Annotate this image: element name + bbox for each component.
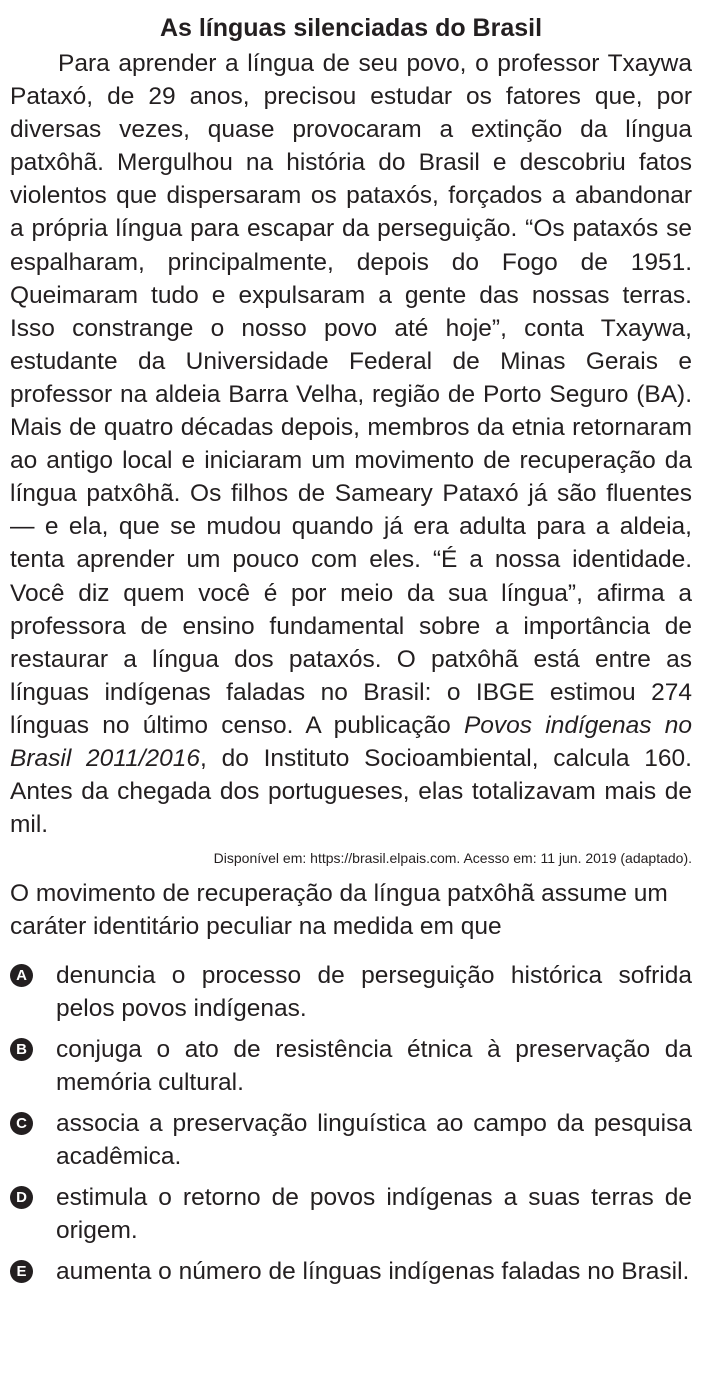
option-letter-badge: D: [10, 1186, 33, 1209]
option-e[interactable]: [10, 1255, 692, 1288]
option-text: conjuga o ato de resistência étnica à preservação da memória cultural.: [56, 1036, 692, 1097]
question-stem: O movimento de recuperação da língua patxôhã assume um caráter identitário peculiar na medida em que: [10, 880, 668, 941]
article-italic-publication: Povos indígenas no Brasil 2011/2016: [10, 711, 692, 772]
option-text: aumenta o número de línguas indígenas faladas no Brasil.: [56, 1258, 690, 1286]
option-c[interactable]: [10, 1107, 692, 1173]
article-text-part2: , do Instituto Socioambiental, calcula 160. Antes da chegada dos portugueses, elas totalizavam mais de mil.: [10, 744, 692, 839]
option-letter-badge: A: [10, 964, 33, 987]
answer-options: [10, 959, 692, 1288]
option-letter-badge: B: [10, 1038, 33, 1061]
option-d[interactable]: [10, 1181, 692, 1247]
article-text-part1: Para aprender a língua de seu povo, o professor Txaywa Pataxó, de 29 anos, precisou estudar os fatores que, por diversas vezes, quase provocaram a extinção da língua patxôhã. Mergulhou na história do Brasil e descobriu fatos violentos que dispersaram os pataxós, forçados a abandonar a própria língua para escapar da perseguição. “Os pataxós se espalharam, principalmente, depois do Fogo de 1951. Queimaram tudo e expulsaram a gente das nossas terras. Isso constrange o nosso povo até hoje”, conta Txaywa, estudante da Universidade Federal de Minas Gerais e professor na aldeia Barra Velha, região de Porto Seguro (BA). Mais de quatro décadas depois, membros da etnia retornaram ao antigo local e iniciaram um movimento de recuperação da língua patxôhã. Os filhos de Sameary Pataxó já são fluentes — e ela, que se mudou quando já era adulta para a aldeia, tenta aprender um pouco com eles. “É a nossa identidade. Você diz quem você é por meio da sua língua”, afirma a professora de ensino fundamental sobre a importância de restaurar a língua dos pataxós. O patxôhã está entre as línguas indígenas faladas no Brasil: o IBGE estimou 274 línguas no último censo. A publicação: [10, 50, 692, 739]
option-a[interactable]: [10, 959, 692, 1025]
option-text: denuncia o processo de perseguição histórica sofrida pelos povos indígenas.: [56, 962, 692, 1023]
option-letter-badge: E: [10, 1260, 33, 1283]
article-title: As línguas silenciadas do Brasil: [159, 14, 543, 42]
option-text: associa a preservação linguística ao campo da pesquisa acadêmica.: [56, 1110, 692, 1171]
option-letter-badge: C: [10, 1112, 33, 1135]
source-citation: Disponível em: https://brasil.elpais.com. Acesso em: 11 jun. 2019 (adaptado).: [213, 850, 692, 867]
option-text: estimula o retorno de povos indígenas a suas terras de origem.: [56, 1184, 692, 1245]
option-b[interactable]: [10, 1033, 692, 1099]
article-body: [10, 47, 692, 841]
